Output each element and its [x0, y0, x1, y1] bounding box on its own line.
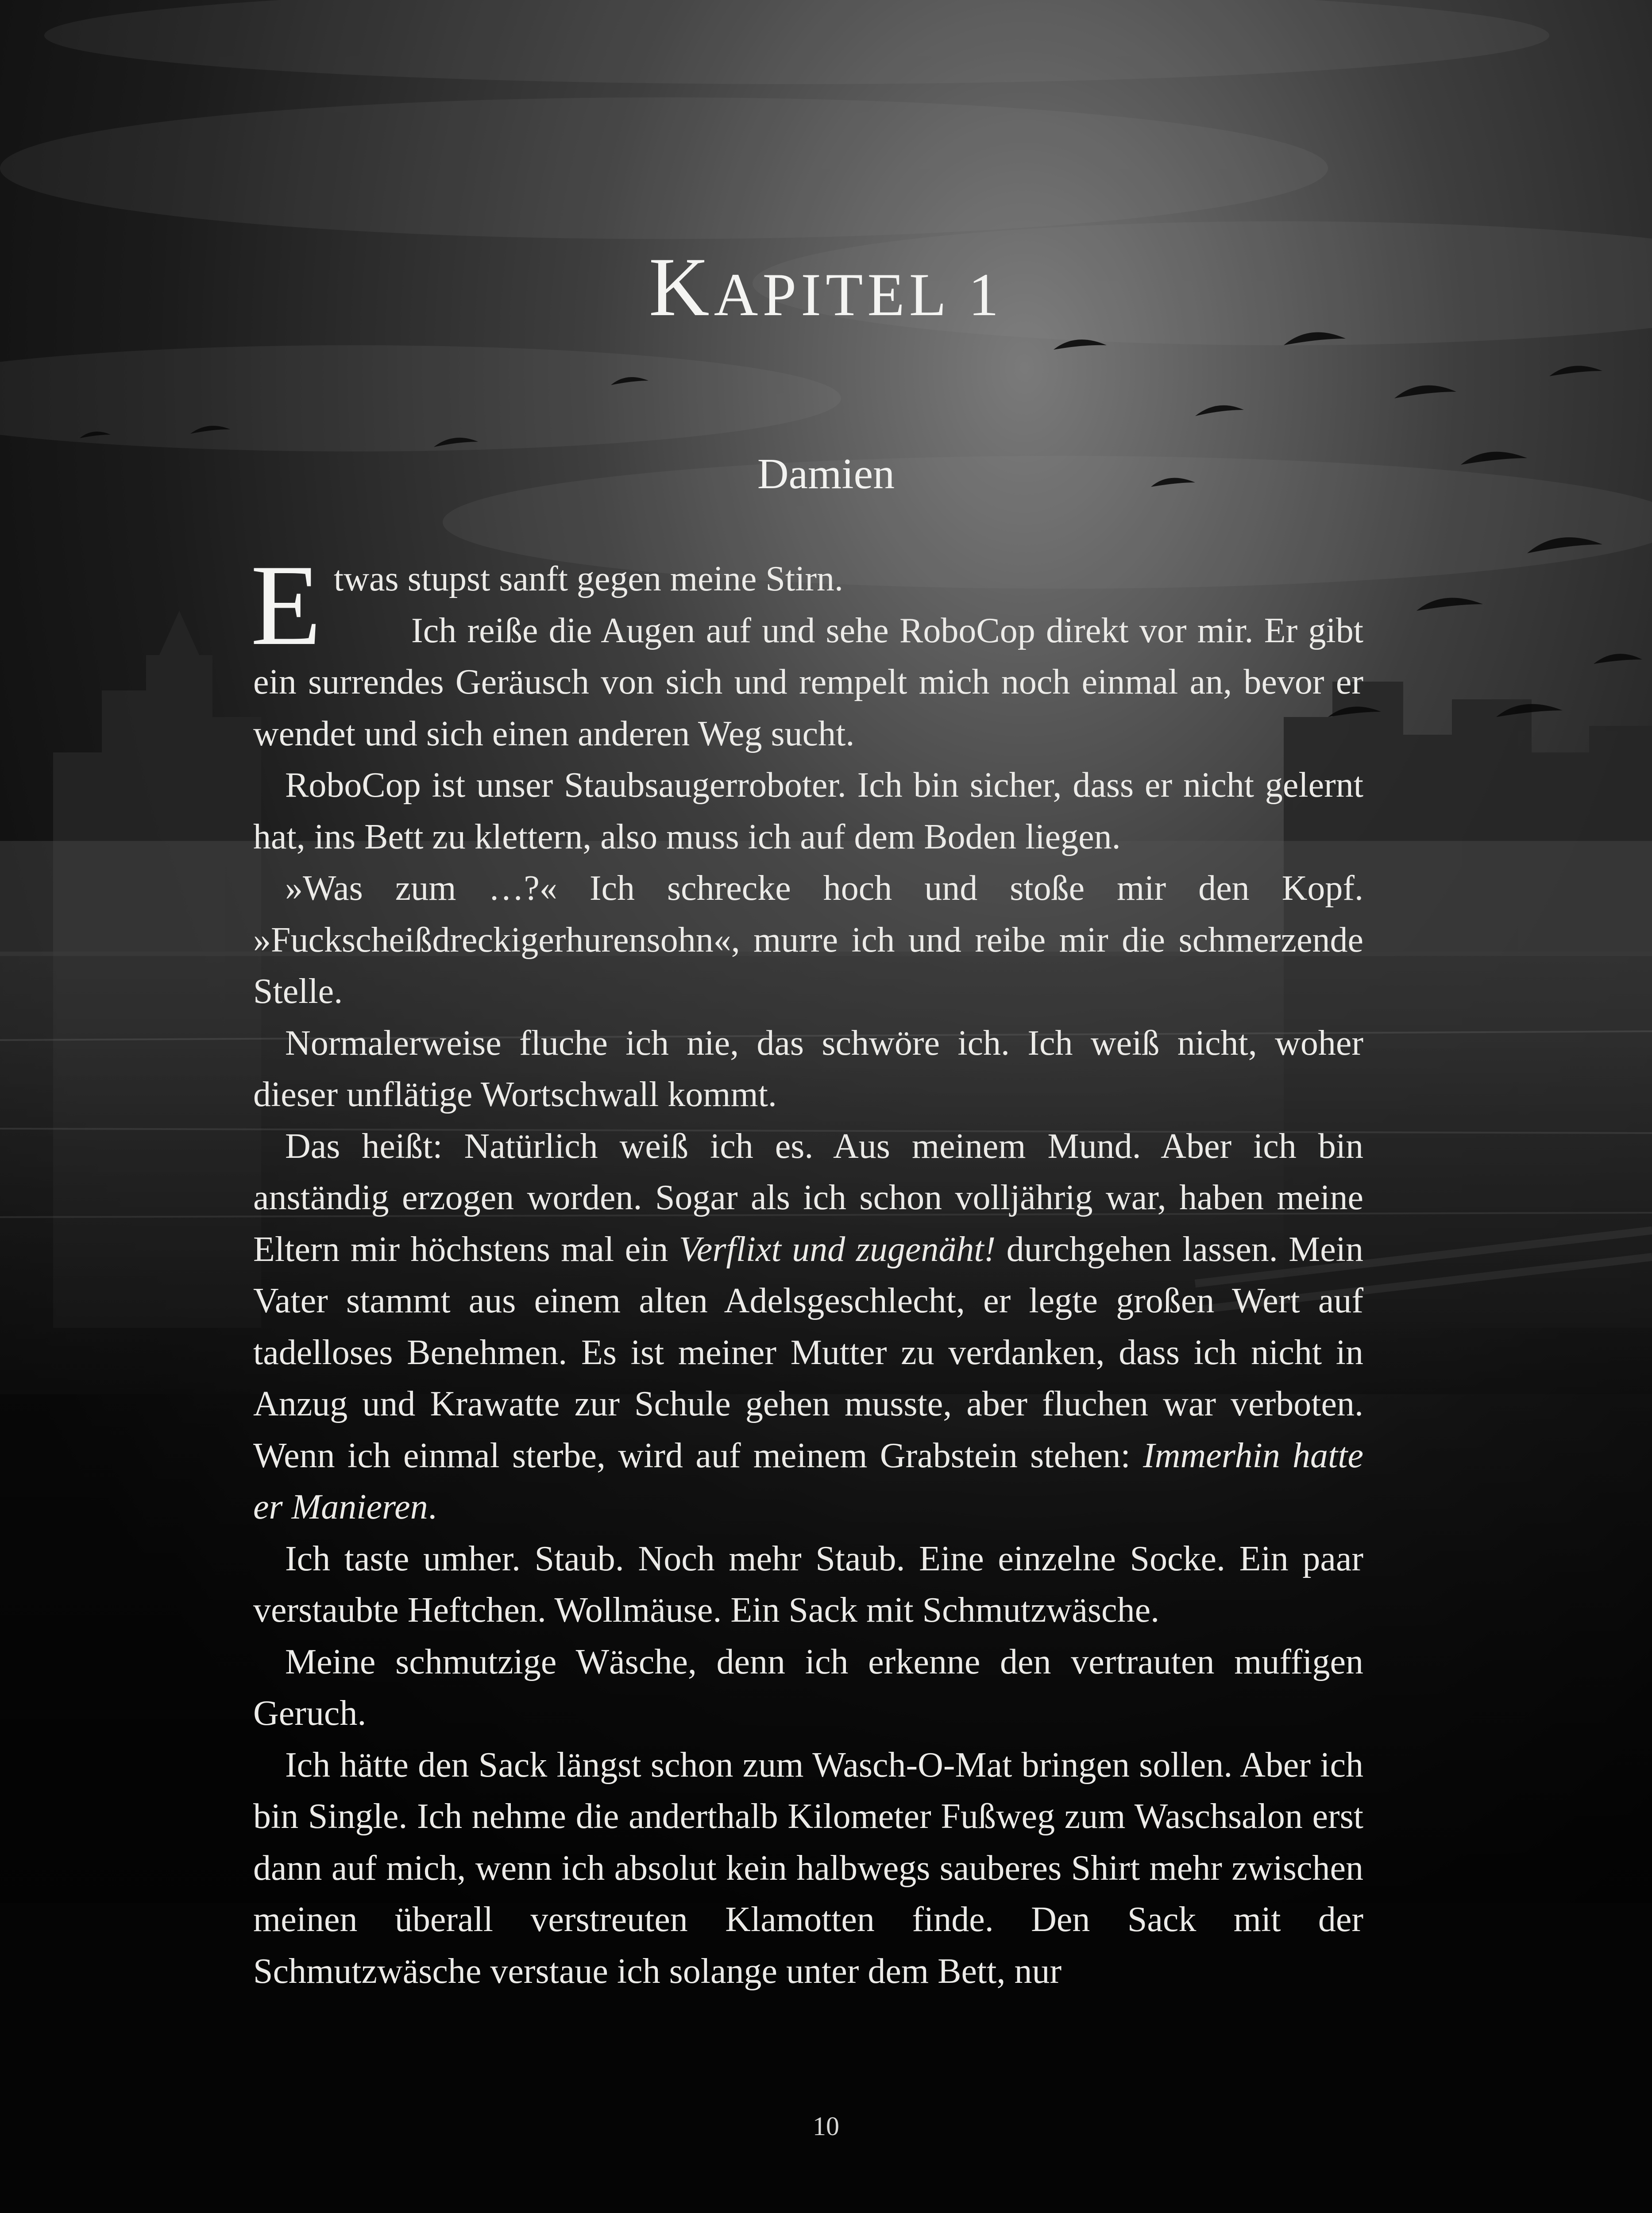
chapter-title-rest: APITEL 1 — [714, 261, 1004, 328]
paragraph: Normalerweise fluche ich nie, das schwöre ich. Ich weiß nicht, woher dieser unflätige Wortschwall kommt. — [253, 1023, 1363, 1114]
paragraph: »Was zum …?« Ich schrecke hoch und stoße mir den Kopf. »Fuckscheißdreckigerhurensohn«, murre ich und reibe mir die schmerzende Stelle. — [253, 869, 1363, 1011]
chapter-title — [0, 239, 1652, 335]
page-number: 10 — [813, 2112, 839, 2141]
paragraph-text: durchgehen lassen. Mein Vater stammt aus einem alten Adelsgeschlecht, er legte großen Wert auf tadelloses Benehmen. Es ist meiner Mutter zu verdanken, dass ich nicht in Anzug und Krawatte zur Schule gehen musste, aber fluchen war verboten. Wenn ich einmal sterbe, wird auf meinem Grabstein stehen: — [253, 1230, 1363, 1475]
paragraph-text: Ich reiße die Augen auf und sehe RoboCop direkt vor mir. Er gibt ein surrendes Geräusch von sich und rempelt mich noch einmal an, bevor er wendet und sich einen anderen Weg sucht. — [253, 611, 1363, 753]
paragraph-text: . — [428, 1488, 437, 1527]
chapter-body — [251, 541, 1364, 1997]
paragraph-text: Das heißt: Natürlich weiß ich es. Aus meinem Mund. Aber ich bin anständig erzogen worden. Sogar als ich schon volljährig war, haben meine Eltern mir höchstens mal ein — [253, 1126, 1363, 1269]
paragraph — [253, 605, 1363, 760]
pov-character-heading: Damien — [757, 450, 895, 498]
paragraph — [251, 541, 1363, 669]
drop-cap: E — [251, 541, 322, 669]
paragraph — [253, 1121, 1363, 1533]
italic-phrase: Verflixt und zugenäht! — [679, 1230, 996, 1269]
paragraph-text: twas stupst sanft gegen meine Stirn. — [334, 559, 843, 598]
paragraph: Meine schmutzige Wäsche, denn ich erkenne den vertrauten muffigen Geruch. — [253, 1642, 1363, 1733]
chapter-title-cap: K — [648, 241, 714, 334]
paragraph: Ich hätte den Sack längst schon zum Wasch-O-Mat bringen sollen. Aber ich bin Single. Ich nehme die anderthalb Kilometer Fußweg zum Waschsalon erst dann auf mich, wenn ich absolut kein halbwegs sauberes Shirt mehr zwischen meinen überall verstreuten Klamotten finde. Den Sack mit der Schmutzwäsche verstaue ich solange unter dem Bett, nur — [253, 1745, 1363, 1991]
paragraph: RoboCop ist unser Staubsaugerroboter. Ich bin sicher, dass er nicht gelernt hat, ins Bett zu klettern, also muss ich auf dem Boden liegen. — [253, 766, 1363, 856]
paragraph: Ich taste umher. Staub. Noch mehr Staub. Eine einzelne Socke. Ein paar verstaubte Heftchen. Wollmäuse. Ein Sack mit Schmutzwäsche. — [253, 1539, 1363, 1630]
italic-phrase: Immerhin hatte er Manieren — [253, 1436, 1364, 1527]
